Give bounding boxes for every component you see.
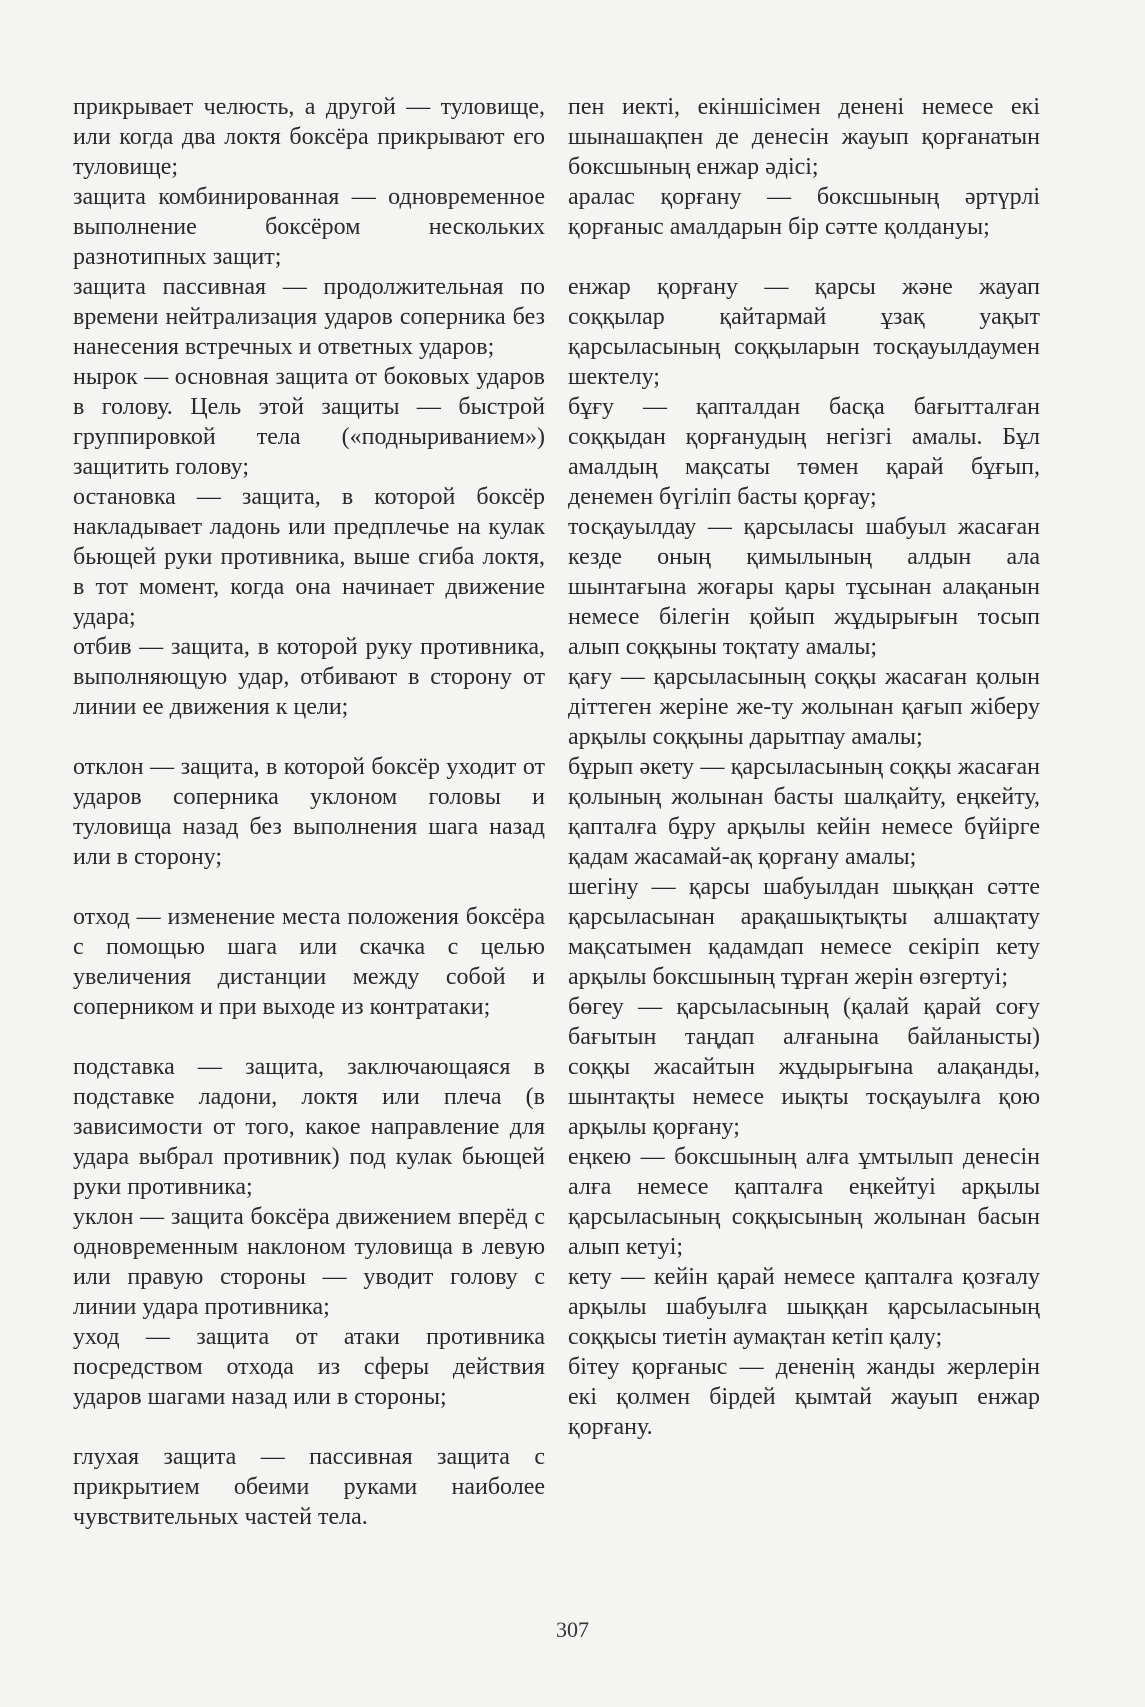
glossary-entry: отход — изменение места положения боксёра с помощью шага или скачка с целью увеличения дистанции между собой и соперником и при выходе из контратаки;: [73, 904, 545, 1020]
glossary-entry: нырок — основная защита от боковых ударов в голову. Цель этой защиты — быстрой группировкой тела («подныриванием») защитить голову;: [73, 364, 545, 480]
page-number: 307: [556, 1617, 589, 1642]
entry-spacer: [73, 722, 545, 752]
glossary-entry: бұрып әкету — қарсыласының соққы жасаған қолының жолынан басты шалқайту, еңкейту, қапталға бұру арқылы кейін немесе бүйірге қадам жасамай-ақ қорғану амалы;: [568, 754, 1040, 870]
glossary-entry: енжар қорғану — қарсы және жауап соққылар қайтармай ұзақ уақыт қарсыласының соққыларын тосқауылдаумен шектелу;: [568, 274, 1040, 390]
glossary-entry: защита комбинированная — одновременное выполнение боксёром нескольких разнотипных защит;: [73, 184, 545, 270]
entry-spacer: [73, 1022, 545, 1052]
left-column: [73, 92, 545, 1532]
glossary-entry: отклон — защита, в которой боксёр уходит от ударов соперника уклоном головы и туловища назад без выполнения шага назад или в сторону;: [73, 754, 545, 870]
glossary-entry: бұғу — қапталдан басқа бағытталған соққыдан қорғанудың негізгі амалы. Бұл амалдың мақсаты төмен қарай бұғып, денемен бүгіліп басты қорғау;: [568, 394, 1040, 510]
glossary-entry: отбив — защита, в которой руку противника, выполняющую удар, отбивают в сторону от линии ее движения к цели;: [73, 634, 545, 720]
glossary-entry: защита пассивная — продолжительная по времени нейтрализация ударов соперника без нанесения встречных и ответных ударов;: [73, 274, 545, 360]
glossary-entry: бітеу қорғаныс — дененің жанды жерлерін екі қолмен бірдей қымтай жауып енжар қорғану.: [568, 1354, 1040, 1440]
glossary-entry: подставка — защита, заключающаяся в подставке ладони, локтя или плеча (в зависимости от того, какое направление для удара выбрал противник) под кулак бьющей руки противника;: [73, 1054, 545, 1200]
entry-spacer: [568, 242, 1040, 272]
glossary-entry: кету — кейін қарай немесе қапталға қозғалу арқылы шабуылға шыққан қарсыласының соққысы тиетін аумақтан кетіп қалу;: [568, 1264, 1040, 1350]
glossary-entry: тосқауылдау — қарсыласы шабуыл жасаған кезде оның қимылының алдын ала шынтағына жоғары қары тұсынан алақанын немесе білегін қойып жұдырығын тосып алып соққыны тоқтату амалы;: [568, 514, 1040, 660]
glossary-entry: прикрывает челюсть, а другой — туловище, или когда два локтя боксёра прикрывают его туловище;: [73, 94, 545, 180]
glossary-entry: глухая защита — пассивная защита с прикрытием обеими руками наиболее чувствительных частей тела.: [73, 1444, 545, 1530]
glossary-entry: бөгеу — қарсыласының (қалай қарай соғу бағытын таңдап алғанына байланысты) соққы жасайтын жұдырығына алақанды, шынтақты немесе иықты тосқауылға қою арқылы қорғану;: [568, 994, 1040, 1140]
glossary-entry: уход — защита от атаки противника посредством отхода из сферы действия ударов шагами назад или в стороны;: [73, 1324, 545, 1410]
glossary-entry: пен иекті, екіншісімен денені немесе екі шынашақпен де денесін жауып қорғанатын боксшының енжар әдісі;: [568, 94, 1040, 180]
glossary-entry: аралас қорғану — боксшының әртүрлі қорғаныс амалдарын бір сәтте қолдануы;: [568, 184, 1040, 240]
entry-spacer: [73, 1412, 545, 1442]
glossary-entry: остановка — защита, в которой боксёр накладывает ладонь или предплечье на кулак бьющей руки противника, выше сгиба локтя, в тот момент, когда она начинает движение удара;: [73, 484, 545, 630]
glossary-entry: шегіну — қарсы шабуылдан шыққан сәтте қарсыласынан арақашықтықты алшақтату мақсатымен қадамдап немесе секіріп кету арқылы боксшының тұрған жерін өзгертуі;: [568, 874, 1040, 990]
glossary-entry: уклон — защита боксёра движением вперёд с одновременным наклоном туловища в левую или правую стороны — уводит голову с линии удара противника;: [73, 1204, 545, 1320]
entry-spacer: [73, 872, 545, 902]
right-column: [568, 92, 1040, 1442]
glossary-entry: еңкею — боксшының алға ұмтылып денесін алға немесе қапталға еңкейтуі арқылы қарсыласының соққысының жолынан басын алып кетуі;: [568, 1144, 1040, 1260]
glossary-entry: қағу — қарсыласының соққы жасаған қолын діттеген жеріне же-ту жолынан қағып жіберу арқылы соққыны дарытпау амалы;: [568, 664, 1040, 750]
